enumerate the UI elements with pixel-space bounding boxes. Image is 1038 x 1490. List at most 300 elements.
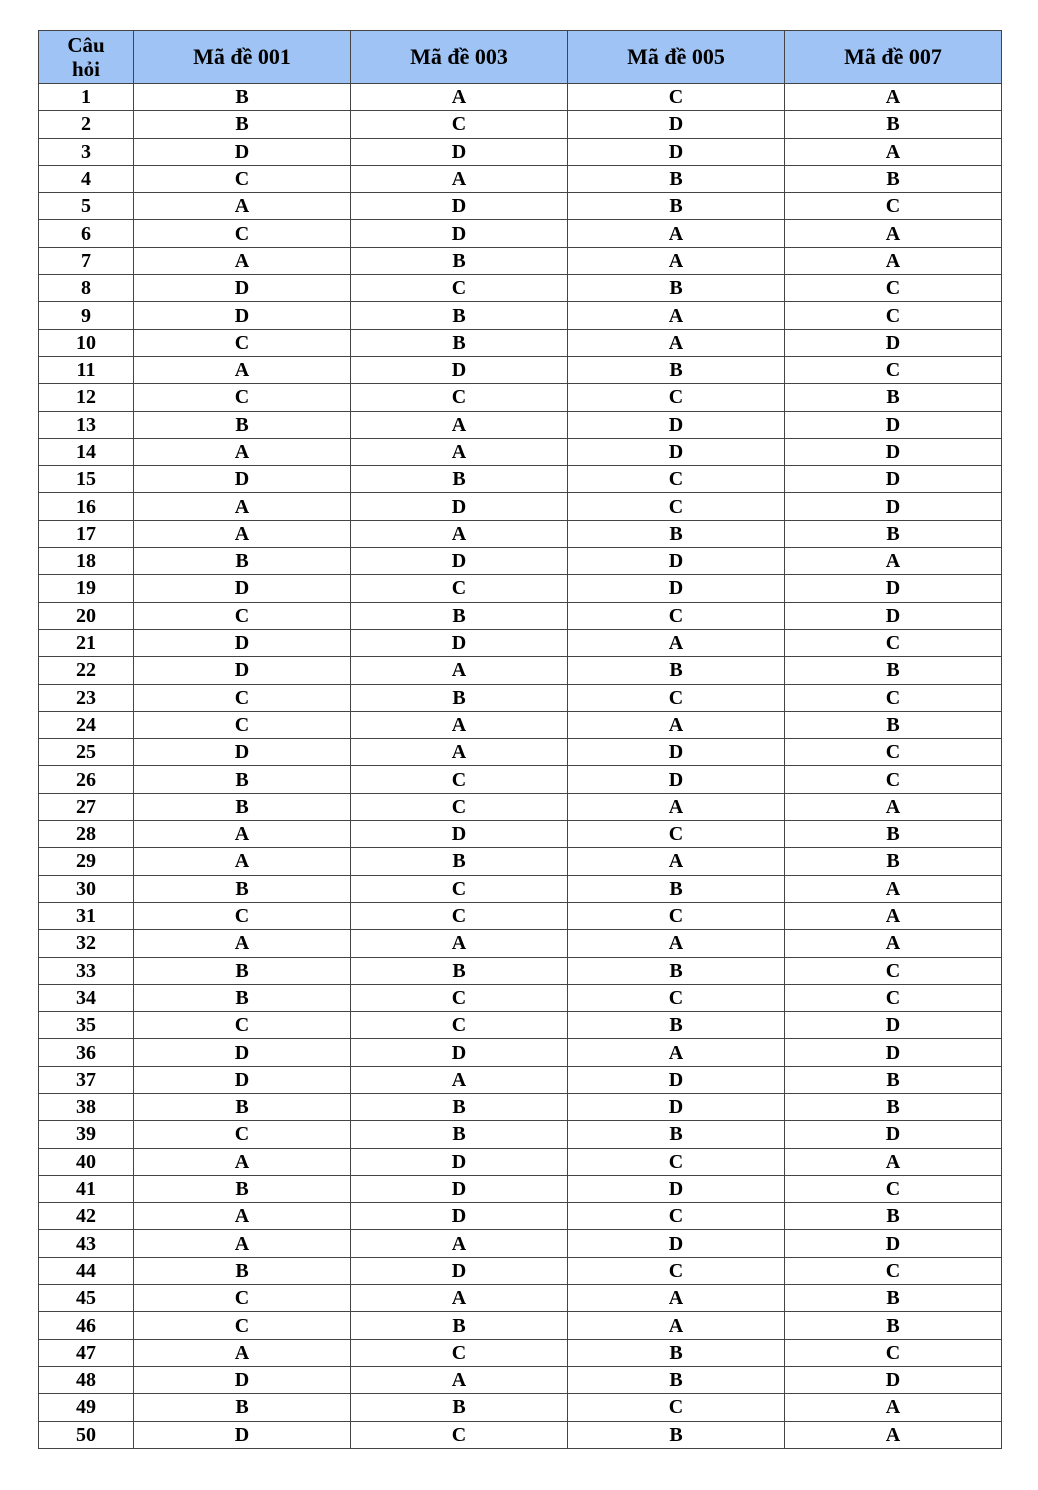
question-number-cell: 23 bbox=[39, 684, 134, 711]
table-row bbox=[39, 220, 1002, 247]
table-row bbox=[39, 493, 1002, 520]
answer-cell-007: C bbox=[785, 766, 1002, 793]
answer-cell-005: D bbox=[568, 138, 785, 165]
table-row bbox=[39, 684, 1002, 711]
answer-cell-003: D bbox=[351, 356, 568, 383]
table-row bbox=[39, 466, 1002, 493]
answer-cell-005: B bbox=[568, 957, 785, 984]
answer-cell-005: B bbox=[568, 875, 785, 902]
answer-cell-007: A bbox=[785, 548, 1002, 575]
answer-cell-001: A bbox=[134, 493, 351, 520]
answer-cell-003: C bbox=[351, 902, 568, 929]
answer-cell-001: C bbox=[134, 1312, 351, 1339]
table-row bbox=[39, 739, 1002, 766]
table-row bbox=[39, 138, 1002, 165]
answer-cell-001: B bbox=[134, 1093, 351, 1120]
exam-code-header-003: Mã đề 003 bbox=[351, 31, 568, 84]
question-number-cell: 24 bbox=[39, 711, 134, 738]
question-number-cell: 42 bbox=[39, 1203, 134, 1230]
answer-cell-007: A bbox=[785, 138, 1002, 165]
table-row bbox=[39, 1175, 1002, 1202]
answer-cell-001: B bbox=[134, 411, 351, 438]
answer-cell-005: B bbox=[568, 1421, 785, 1448]
answer-cell-001: D bbox=[134, 629, 351, 656]
answer-cell-007: B bbox=[785, 711, 1002, 738]
answer-cell-001: D bbox=[134, 575, 351, 602]
answer-cell-003: B bbox=[351, 329, 568, 356]
answer-cell-005: D bbox=[568, 766, 785, 793]
answer-cell-003: A bbox=[351, 1230, 568, 1257]
answer-cell-005: C bbox=[568, 1203, 785, 1230]
answer-cell-001: B bbox=[134, 84, 351, 111]
answer-cell-007: C bbox=[785, 1257, 1002, 1284]
answer-cell-003: D bbox=[351, 548, 568, 575]
answer-cell-007: C bbox=[785, 739, 1002, 766]
answer-cell-003: A bbox=[351, 930, 568, 957]
question-number-cell: 22 bbox=[39, 657, 134, 684]
table-row bbox=[39, 411, 1002, 438]
table-row bbox=[39, 1230, 1002, 1257]
table-row bbox=[39, 957, 1002, 984]
table-row bbox=[39, 930, 1002, 957]
answer-cell-005: B bbox=[568, 520, 785, 547]
answer-cell-007: B bbox=[785, 520, 1002, 547]
question-number-cell: 38 bbox=[39, 1093, 134, 1120]
answer-cell-005: C bbox=[568, 466, 785, 493]
answer-cell-003: C bbox=[351, 793, 568, 820]
answer-cell-005: C bbox=[568, 1257, 785, 1284]
answer-cell-005: D bbox=[568, 1230, 785, 1257]
answer-cell-001: C bbox=[134, 602, 351, 629]
answer-cell-003: C bbox=[351, 766, 568, 793]
answer-cell-003: C bbox=[351, 875, 568, 902]
answer-cell-005: C bbox=[568, 984, 785, 1011]
table-row bbox=[39, 1093, 1002, 1120]
answer-cell-001: C bbox=[134, 220, 351, 247]
table-row bbox=[39, 1312, 1002, 1339]
answer-cell-001: B bbox=[134, 875, 351, 902]
question-number-cell: 33 bbox=[39, 957, 134, 984]
answer-cell-005: A bbox=[568, 329, 785, 356]
table-row bbox=[39, 438, 1002, 465]
table-row bbox=[39, 575, 1002, 602]
answer-cell-007: C bbox=[785, 302, 1002, 329]
answer-cell-007: D bbox=[785, 1230, 1002, 1257]
question-number-cell: 50 bbox=[39, 1421, 134, 1448]
answer-cell-005: C bbox=[568, 1148, 785, 1175]
answer-cell-005: B bbox=[568, 1121, 785, 1148]
question-number-cell: 11 bbox=[39, 356, 134, 383]
answer-cell-001: B bbox=[134, 1394, 351, 1421]
answer-cell-007: C bbox=[785, 193, 1002, 220]
answer-cell-003: B bbox=[351, 302, 568, 329]
question-number-cell: 44 bbox=[39, 1257, 134, 1284]
answer-cell-005: A bbox=[568, 793, 785, 820]
table-row bbox=[39, 602, 1002, 629]
answer-cell-007: D bbox=[785, 1366, 1002, 1393]
table-row bbox=[39, 848, 1002, 875]
answer-cell-003: D bbox=[351, 1203, 568, 1230]
answer-cell-003: D bbox=[351, 1175, 568, 1202]
answer-cell-007: B bbox=[785, 1312, 1002, 1339]
answer-cell-001: A bbox=[134, 520, 351, 547]
answer-cell-003: D bbox=[351, 1039, 568, 1066]
answer-cell-003: B bbox=[351, 247, 568, 274]
answer-cell-005: A bbox=[568, 711, 785, 738]
answer-cell-007: B bbox=[785, 111, 1002, 138]
answer-cell-003: B bbox=[351, 848, 568, 875]
answer-cell-005: B bbox=[568, 657, 785, 684]
answer-cell-003: D bbox=[351, 1148, 568, 1175]
table-row bbox=[39, 1339, 1002, 1366]
answer-cell-001: C bbox=[134, 711, 351, 738]
answer-cell-007: D bbox=[785, 1121, 1002, 1148]
answer-cell-003: A bbox=[351, 739, 568, 766]
question-number-cell: 15 bbox=[39, 466, 134, 493]
question-number-cell: 49 bbox=[39, 1394, 134, 1421]
table-row bbox=[39, 902, 1002, 929]
answer-cell-007: B bbox=[785, 1285, 1002, 1312]
table-row bbox=[39, 1421, 1002, 1448]
answer-cell-005: B bbox=[568, 165, 785, 192]
answer-cell-003: C bbox=[351, 1339, 568, 1366]
table-row bbox=[39, 1203, 1002, 1230]
answer-cell-003: B bbox=[351, 684, 568, 711]
answer-cell-005: C bbox=[568, 684, 785, 711]
answer-cell-003: B bbox=[351, 1093, 568, 1120]
exam-code-header-007: Mã đề 007 bbox=[785, 31, 1002, 84]
table-row bbox=[39, 984, 1002, 1011]
answer-cell-001: D bbox=[134, 1066, 351, 1093]
table-row bbox=[39, 1039, 1002, 1066]
answer-cell-007: D bbox=[785, 438, 1002, 465]
question-number-cell: 8 bbox=[39, 275, 134, 302]
answer-cell-007: C bbox=[785, 684, 1002, 711]
answer-cell-005: B bbox=[568, 1366, 785, 1393]
answer-cell-005: A bbox=[568, 220, 785, 247]
answer-cell-003: D bbox=[351, 821, 568, 848]
answer-cell-003: A bbox=[351, 1366, 568, 1393]
answer-cell-001: D bbox=[134, 739, 351, 766]
question-number-cell: 14 bbox=[39, 438, 134, 465]
answer-cell-003: B bbox=[351, 1121, 568, 1148]
answer-cell-001: C bbox=[134, 1285, 351, 1312]
question-number-cell: 19 bbox=[39, 575, 134, 602]
answer-cell-001: B bbox=[134, 548, 351, 575]
table-row bbox=[39, 1148, 1002, 1175]
answer-cell-001: A bbox=[134, 193, 351, 220]
answer-cell-003: A bbox=[351, 411, 568, 438]
answer-cell-007: D bbox=[785, 1012, 1002, 1039]
question-number-cell: 17 bbox=[39, 520, 134, 547]
answer-cell-007: D bbox=[785, 493, 1002, 520]
answer-cell-007: B bbox=[785, 384, 1002, 411]
answer-cell-007: D bbox=[785, 466, 1002, 493]
answer-cell-007: D bbox=[785, 329, 1002, 356]
answer-cell-003: A bbox=[351, 657, 568, 684]
answer-cell-007: B bbox=[785, 1066, 1002, 1093]
answer-cell-007: A bbox=[785, 1421, 1002, 1448]
answer-cell-003: D bbox=[351, 1257, 568, 1284]
answer-cell-007: B bbox=[785, 848, 1002, 875]
question-number-cell: 1 bbox=[39, 84, 134, 111]
question-number-cell: 25 bbox=[39, 739, 134, 766]
answer-cell-005: D bbox=[568, 575, 785, 602]
answer-cell-005: B bbox=[568, 275, 785, 302]
answer-cell-005: C bbox=[568, 384, 785, 411]
answer-cell-005: A bbox=[568, 302, 785, 329]
answer-cell-003: A bbox=[351, 165, 568, 192]
answer-cell-005: B bbox=[568, 193, 785, 220]
answer-cell-003: D bbox=[351, 493, 568, 520]
answer-cell-005: D bbox=[568, 438, 785, 465]
answer-cell-005: A bbox=[568, 629, 785, 656]
answer-cell-001: B bbox=[134, 766, 351, 793]
answer-cell-007: A bbox=[785, 793, 1002, 820]
answer-cell-001: C bbox=[134, 902, 351, 929]
answer-cell-001: B bbox=[134, 111, 351, 138]
answer-cell-003: C bbox=[351, 1421, 568, 1448]
answer-cell-007: A bbox=[785, 247, 1002, 274]
answer-cell-001: C bbox=[134, 684, 351, 711]
answer-cell-007: D bbox=[785, 1039, 1002, 1066]
answer-cell-001: D bbox=[134, 138, 351, 165]
question-number-cell: 10 bbox=[39, 329, 134, 356]
answer-cell-005: A bbox=[568, 1039, 785, 1066]
answer-cell-001: B bbox=[134, 1257, 351, 1284]
answer-cell-003: D bbox=[351, 220, 568, 247]
answer-cell-001: B bbox=[134, 793, 351, 820]
question-header-line2: hỏi bbox=[71, 57, 100, 81]
answer-cell-003: D bbox=[351, 138, 568, 165]
answer-cell-001: A bbox=[134, 1148, 351, 1175]
answer-cell-007: A bbox=[785, 1148, 1002, 1175]
table-row bbox=[39, 711, 1002, 738]
answer-cell-005: A bbox=[568, 1312, 785, 1339]
answer-cell-007: B bbox=[785, 657, 1002, 684]
answer-cell-003: C bbox=[351, 111, 568, 138]
answer-cell-003: C bbox=[351, 384, 568, 411]
table-row bbox=[39, 629, 1002, 656]
answer-cell-001: C bbox=[134, 329, 351, 356]
question-number-cell: 5 bbox=[39, 193, 134, 220]
answer-cell-005: B bbox=[568, 1339, 785, 1366]
table-row bbox=[39, 247, 1002, 274]
answer-cell-001: A bbox=[134, 848, 351, 875]
table-row bbox=[39, 1285, 1002, 1312]
answer-cell-001: D bbox=[134, 275, 351, 302]
answer-cell-005: C bbox=[568, 84, 785, 111]
table-row bbox=[39, 657, 1002, 684]
answer-cell-005: A bbox=[568, 1285, 785, 1312]
question-number-cell: 7 bbox=[39, 247, 134, 274]
answer-cell-007: A bbox=[785, 930, 1002, 957]
answer-cell-007: D bbox=[785, 602, 1002, 629]
answer-cell-001: C bbox=[134, 165, 351, 192]
answer-cell-003: C bbox=[351, 275, 568, 302]
answer-cell-005: B bbox=[568, 356, 785, 383]
question-number-cell: 20 bbox=[39, 602, 134, 629]
table-row bbox=[39, 1257, 1002, 1284]
answer-cell-001: B bbox=[134, 957, 351, 984]
answer-cell-001: D bbox=[134, 302, 351, 329]
answer-key-table bbox=[38, 30, 1002, 1449]
answer-cell-005: C bbox=[568, 493, 785, 520]
answer-cell-003: B bbox=[351, 957, 568, 984]
table-row bbox=[39, 1366, 1002, 1393]
question-number-cell: 43 bbox=[39, 1230, 134, 1257]
answer-cell-007: C bbox=[785, 356, 1002, 383]
answer-cell-003: A bbox=[351, 1285, 568, 1312]
table-row bbox=[39, 165, 1002, 192]
question-number-cell: 47 bbox=[39, 1339, 134, 1366]
question-number-cell: 3 bbox=[39, 138, 134, 165]
answer-cell-005: A bbox=[568, 848, 785, 875]
answer-cell-003: B bbox=[351, 466, 568, 493]
question-number-cell: 45 bbox=[39, 1285, 134, 1312]
answer-cell-005: C bbox=[568, 1394, 785, 1421]
question-number-cell: 27 bbox=[39, 793, 134, 820]
answer-cell-001: A bbox=[134, 1203, 351, 1230]
answer-cell-001: D bbox=[134, 1039, 351, 1066]
question-number-cell: 9 bbox=[39, 302, 134, 329]
question-number-cell: 26 bbox=[39, 766, 134, 793]
question-number-cell: 13 bbox=[39, 411, 134, 438]
answer-cell-003: C bbox=[351, 984, 568, 1011]
question-number-cell: 36 bbox=[39, 1039, 134, 1066]
answer-cell-001: A bbox=[134, 821, 351, 848]
question-number-cell: 46 bbox=[39, 1312, 134, 1339]
question-number-cell: 21 bbox=[39, 629, 134, 656]
answer-cell-001: D bbox=[134, 466, 351, 493]
table-row bbox=[39, 356, 1002, 383]
exam-code-header-005: Mã đề 005 bbox=[568, 31, 785, 84]
answer-cell-001: A bbox=[134, 356, 351, 383]
answer-cell-001: A bbox=[134, 930, 351, 957]
answer-cell-003: A bbox=[351, 711, 568, 738]
answer-cell-003: D bbox=[351, 629, 568, 656]
answer-cell-003: B bbox=[351, 1312, 568, 1339]
answer-cell-001: B bbox=[134, 1175, 351, 1202]
answer-cell-005: D bbox=[568, 739, 785, 766]
answer-cell-001: A bbox=[134, 1230, 351, 1257]
question-number-cell: 4 bbox=[39, 165, 134, 192]
question-number-cell: 6 bbox=[39, 220, 134, 247]
question-number-cell: 32 bbox=[39, 930, 134, 957]
answer-cell-007: B bbox=[785, 1093, 1002, 1120]
question-number-cell: 18 bbox=[39, 548, 134, 575]
answer-cell-007: B bbox=[785, 165, 1002, 192]
answer-rows bbox=[39, 84, 1002, 1449]
answer-cell-007: D bbox=[785, 575, 1002, 602]
answer-cell-005: A bbox=[568, 930, 785, 957]
question-number-cell: 40 bbox=[39, 1148, 134, 1175]
question-number-cell: 41 bbox=[39, 1175, 134, 1202]
question-number-cell: 28 bbox=[39, 821, 134, 848]
answer-cell-007: C bbox=[785, 275, 1002, 302]
question-number-cell: 31 bbox=[39, 902, 134, 929]
table-row bbox=[39, 329, 1002, 356]
question-number-cell: 29 bbox=[39, 848, 134, 875]
question-number-cell: 2 bbox=[39, 111, 134, 138]
question-number-cell: 48 bbox=[39, 1366, 134, 1393]
answer-cell-005: C bbox=[568, 902, 785, 929]
answer-cell-007: C bbox=[785, 1175, 1002, 1202]
answer-cell-003: D bbox=[351, 193, 568, 220]
answer-cell-007: D bbox=[785, 411, 1002, 438]
answer-cell-005: D bbox=[568, 1066, 785, 1093]
table-row bbox=[39, 384, 1002, 411]
answer-cell-001: A bbox=[134, 247, 351, 274]
answer-cell-007: C bbox=[785, 984, 1002, 1011]
question-header-line1: Câu bbox=[67, 33, 105, 57]
question-number-cell: 34 bbox=[39, 984, 134, 1011]
answer-cell-001: D bbox=[134, 1366, 351, 1393]
answer-cell-003: A bbox=[351, 84, 568, 111]
answer-cell-005: D bbox=[568, 1093, 785, 1120]
answer-cell-005: D bbox=[568, 548, 785, 575]
question-column-header bbox=[39, 31, 134, 84]
answer-cell-003: B bbox=[351, 602, 568, 629]
answer-cell-005: C bbox=[568, 602, 785, 629]
answer-cell-005: C bbox=[568, 821, 785, 848]
header-row bbox=[39, 31, 1002, 84]
table-row bbox=[39, 1121, 1002, 1148]
answer-cell-007: A bbox=[785, 84, 1002, 111]
answer-cell-007: A bbox=[785, 902, 1002, 929]
table-row bbox=[39, 193, 1002, 220]
answer-cell-003: A bbox=[351, 1066, 568, 1093]
answer-cell-003: C bbox=[351, 1012, 568, 1039]
table-row bbox=[39, 302, 1002, 329]
answer-cell-003: A bbox=[351, 438, 568, 465]
question-number-cell: 16 bbox=[39, 493, 134, 520]
answer-cell-005: D bbox=[568, 111, 785, 138]
question-number-cell: 35 bbox=[39, 1012, 134, 1039]
answer-cell-005: D bbox=[568, 411, 785, 438]
answer-cell-007: C bbox=[785, 957, 1002, 984]
answer-cell-007: A bbox=[785, 875, 1002, 902]
answer-cell-007: C bbox=[785, 1339, 1002, 1366]
table-row bbox=[39, 1012, 1002, 1039]
answer-cell-001: D bbox=[134, 1421, 351, 1448]
table-row bbox=[39, 520, 1002, 547]
question-number-cell: 12 bbox=[39, 384, 134, 411]
table-row bbox=[39, 766, 1002, 793]
answer-cell-007: B bbox=[785, 821, 1002, 848]
table-row bbox=[39, 875, 1002, 902]
table-row bbox=[39, 111, 1002, 138]
table-row bbox=[39, 548, 1002, 575]
answer-cell-005: B bbox=[568, 1012, 785, 1039]
answer-cell-007: A bbox=[785, 220, 1002, 247]
table-row bbox=[39, 821, 1002, 848]
answer-cell-001: C bbox=[134, 384, 351, 411]
table-row bbox=[39, 1066, 1002, 1093]
exam-code-header-001: Mã đề 001 bbox=[134, 31, 351, 84]
answer-cell-005: D bbox=[568, 1175, 785, 1202]
question-number-cell: 37 bbox=[39, 1066, 134, 1093]
question-number-cell: 39 bbox=[39, 1121, 134, 1148]
answer-cell-001: C bbox=[134, 1012, 351, 1039]
answer-cell-003: C bbox=[351, 575, 568, 602]
answer-cell-007: C bbox=[785, 629, 1002, 656]
table-row bbox=[39, 84, 1002, 111]
answer-cell-001: A bbox=[134, 1339, 351, 1366]
answer-cell-001: A bbox=[134, 438, 351, 465]
answer-cell-003: A bbox=[351, 520, 568, 547]
answer-cell-001: B bbox=[134, 984, 351, 1011]
